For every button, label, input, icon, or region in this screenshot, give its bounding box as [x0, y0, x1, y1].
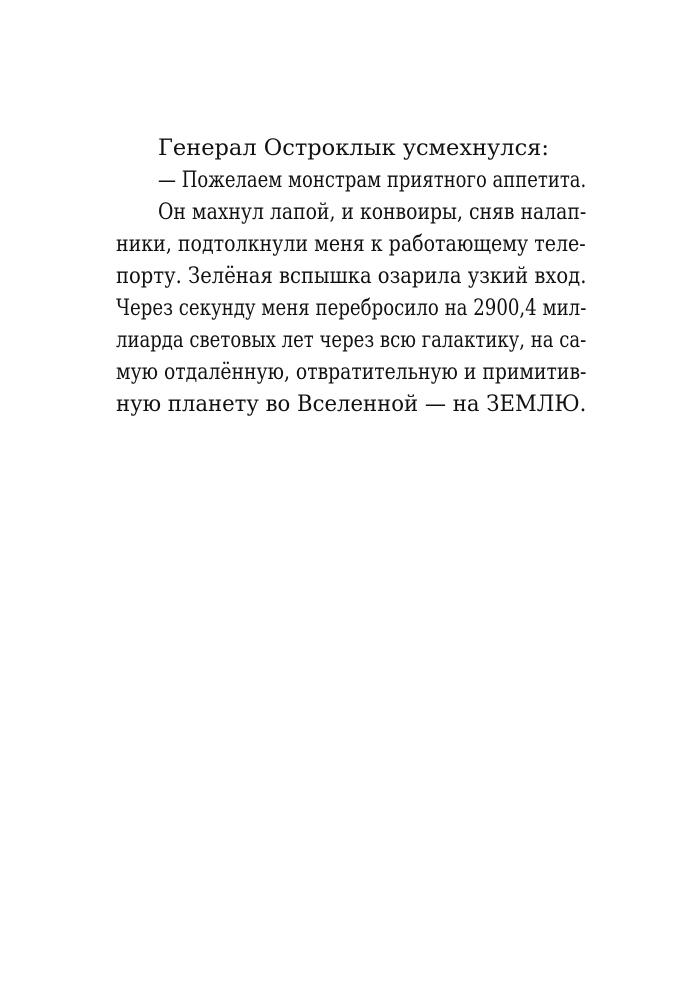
paragraph-3-line-3: порту. Зелёная вспышка озарила узкий вход. — [116, 263, 587, 289]
paragraph-3-line-6: мую отдалённую, отвратительную и примитив- — [116, 359, 587, 385]
paragraph-3-line-7: ную планету во Вселенной — на ЗЕМЛЮ. — [116, 391, 587, 417]
paragraph-3-line-5: лиарда световых лет через всю галактику, на са- — [116, 327, 587, 353]
paragraph-3-line-1: Он махнул лапой, и конвоиры, сняв налап- — [158, 199, 587, 225]
paragraph-3-line-2: ники, подтолкнули меня к работающему теле- — [116, 231, 586, 257]
paragraph-3-line-4: Через секунду меня перебросило на 2900,4 мил- — [116, 295, 587, 321]
paragraph-2-line-1: — Пожелаем монстрам приятного аппетита. — [158, 167, 587, 193]
paragraph-1-line-1: Генерал Остроклык усмехнулся: — [158, 135, 549, 161]
